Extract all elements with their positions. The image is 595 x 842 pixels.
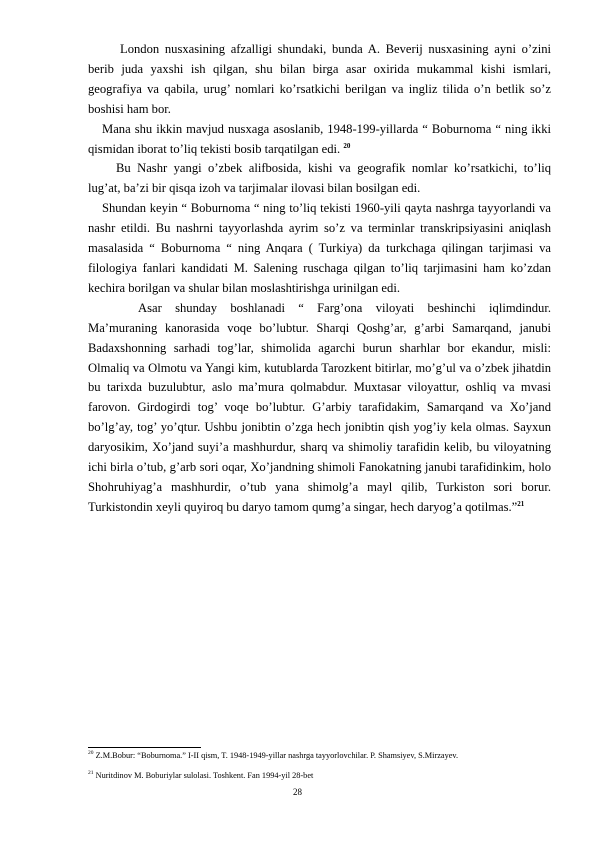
footnote-ref-21[interactable]: 21	[517, 499, 525, 508]
footnote-20	[88, 751, 458, 761]
paragraph-1948-edition	[88, 120, 551, 160]
paragraph-london-copy	[88, 40, 551, 120]
footnote-text: Nuritdinov M. Boburiylar sulolasi. Toshkent. Fan 1994-yil 28-bet	[95, 771, 314, 780]
footnote-number: 21	[88, 770, 94, 777]
footnote-number: 20	[88, 750, 94, 757]
footnote-separator	[88, 747, 201, 748]
paragraph-new-alphabet	[88, 159, 551, 199]
footnote-ref-20[interactable]: 20	[343, 141, 351, 150]
paragraph-1960-edition	[88, 199, 551, 299]
paragraph-text: Asar shunday boshlanadi “ Farg’ona viloyati beshinchi iqlimdindur. Ma’muraning kanorasida voqe bo’lubtur. Sharqi Qoshg’ar, g’arbi Samarqand, janubi Badaxshonning sarhadi tog’lar, shimolida agarchi burun sharhlar bor ekandur, misli: Olmaliq va Olmotu va Yangi kim, kutublarda Tarozkent bitirlar, mo’g’ul va o’zbek jihatdin bu tarixda buzulubtur, aslo ma’mura qolmabdur. Muxtasar viloyattur, oshliq va mvasi farovon. Girdogirdi tog’ voqe bo’lubtur. G’arbiy tarafidakim, Samarqand va Xo’jand bo’lg’ay, tog’ yo’qtur. Ushbu jonibtin o’zga hech jonibtin qish yog’iy kela olmas. Sayxun daryosikim, Xo’jand suyi’a mashhurdur, sharq va shimoliy tarafidin kelib, bu viloyatning ichi birla o’tub, g’arb sori oqar, Xo’jandning shimoli Fanokatning janubi tarafidinkim, holo Shohruhiyag’a mashhurdir, o’tub yana shimolg’a mayl qilib, Turkiston sori borur. Turkistondin xeyli quyiroq bu daryo tamom qumg’a singar, hech daryog’a qotilmas.”	[88, 300, 551, 514]
footnote-text: Z.M.Bobur: “Boburnoma.” I-II qism, T. 1948-1949-yillar nashrga tayyorlovchilar. P. Shamsiyev, S.Mirzayev.	[95, 751, 459, 760]
paragraph-quote-fergana	[88, 299, 551, 518]
page-number: 28	[293, 787, 302, 797]
paragraph-text: London nusxasining afzalligi shundaki, bunda A. Beverij nusxasining ayni o’zini berib juda yaxshi ish qilgan, shu bilan birga asar oxirida mukammal kishi ismlari, geografiya va qabila, urug’ nomlari ko’rsatkichi berilgan va ingliz tilida o’n betlik so’z boshisi ham bor.	[88, 42, 551, 116]
paragraph-text: Shundan keyin “ Boburnoma “ ning to’liq tekisti 1960-yili qayta nashrga tayyorlandi va nashr etildi. Bu nashrni tayyorlashda ayrim so’z va terminlar transkripsiyasini aniqlash masalasida “ Boburnoma “ ning Anqara ( Turkiya) da turkchaga qilingan tarjimasi va filologiya fanlari kandidati M. Salening ruschaga qilgan to’liq tarjimasini ham ko’zdan kechira borilgan va shular bilan moslashtirishga urinilgan edi.	[88, 201, 551, 295]
paragraph-text: Mana shu ikkin mavjud nusxaga asoslanib, 1948-199-yillarda “ Boburnoma “ ning ikki qismidan iborat to’liq tekisti bosib tarqatilgan edi.	[88, 121, 551, 156]
paragraph-text: Bu Nashr yangi o’zbek alifbosida, kishi va geografik nomlar ko’rsatkichi, to’liq lug’at, ba’zi bir qisqa izoh va tarjimalar ilovasi bilan bosilgan edi.	[88, 161, 551, 196]
main-text	[88, 40, 551, 518]
footnote-21	[88, 771, 313, 781]
